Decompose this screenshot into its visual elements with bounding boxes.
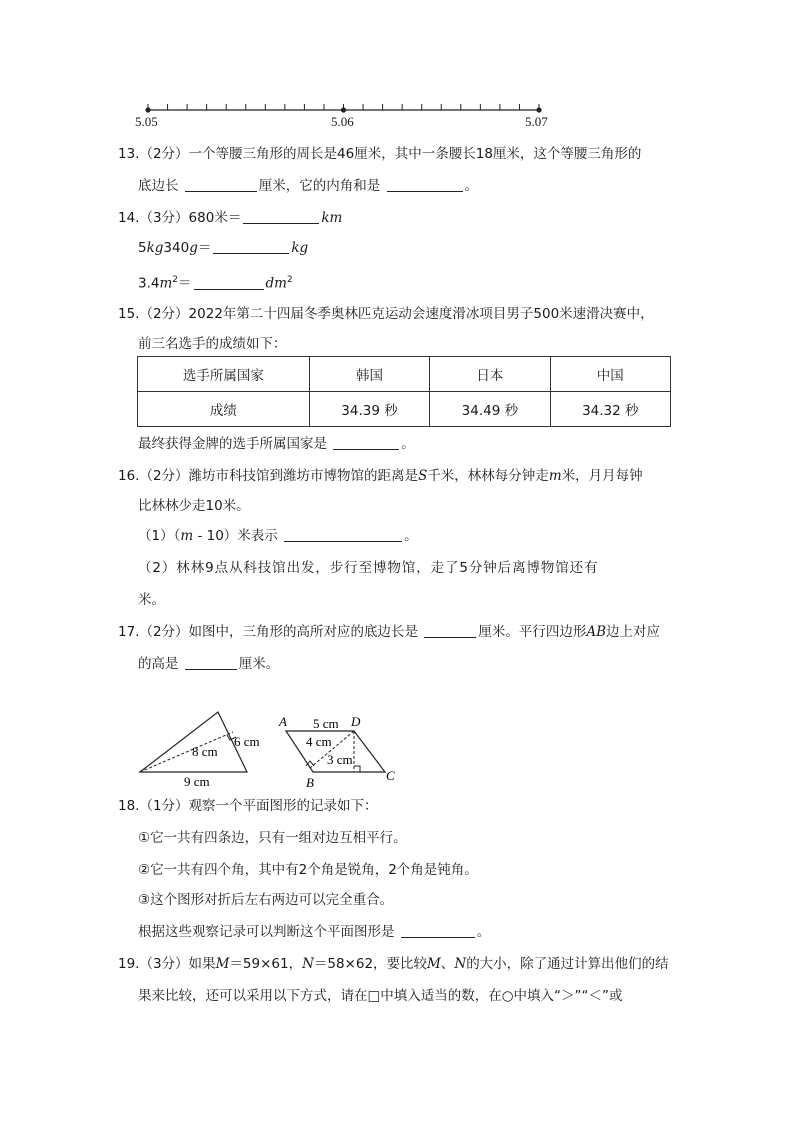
table-row <box>138 392 671 427</box>
q19-var-m: M <box>215 956 230 972</box>
q19-text-a: 19.（3分）如果 <box>118 956 216 972</box>
q18-line1: 18.（1分）观察一个平面图形的记录如下： <box>118 798 378 814</box>
q14-line1 <box>118 208 342 228</box>
q19-text-c: ＝58×62，要比较 <box>313 956 428 972</box>
q19-text-d: 、 <box>440 956 455 972</box>
q14-blank-1[interactable] <box>243 209 319 224</box>
parallelogram-h1-label: 4 cm <box>306 734 332 749</box>
q14-blank-2[interactable] <box>213 239 289 254</box>
q14-row2-eq: ＝ <box>197 240 212 256</box>
q19-var-m2: M <box>427 956 441 972</box>
q14-row2-b: 340 <box>163 240 190 256</box>
parallelogram-h2-label: 3 cm <box>327 752 353 767</box>
q14-row2-kg: kg <box>146 240 164 256</box>
q18-item3: ③这个图形对折后左右两边可以完全重合。 <box>138 892 394 908</box>
q18-item1: ①它一共有四条边，只有一组对边互相平行。 <box>138 830 407 846</box>
q15-question-text: 最终获得金牌的选手所属国家是 <box>138 436 327 452</box>
q18-blank[interactable] <box>401 923 475 938</box>
q15-line1: 15.（2分）2022年第二十四届冬季奥林匹克运动会速度滑冰项目男子500米速滑决赛中， <box>118 306 654 322</box>
q19-var-n: N <box>302 956 314 972</box>
vertex-d: D <box>351 714 361 729</box>
q18-item2: ②它一共有四个角，其中有2个角是锐角，2个角是钝角。 <box>138 862 478 878</box>
triangle-side-label: 6 cm <box>234 734 260 749</box>
q14-row2-g: g <box>189 240 198 256</box>
q17-blank-1[interactable] <box>424 623 476 638</box>
q15-score-table <box>137 356 671 427</box>
q13-line1: 13.（2分）一个等腰三角形的周长是46厘米，其中一条腰长18厘米，这个等腰三角形的 <box>118 146 642 162</box>
table-row-label: 成绩 <box>138 392 310 427</box>
q16-text-a: 16.（2分）潍坊市科技馆到潍坊市博物馆的距离是 <box>118 468 419 484</box>
q13-blank-angle-sum[interactable] <box>387 177 463 192</box>
q17-text-d: 的高是 <box>138 656 179 672</box>
q17-line1 <box>118 622 660 642</box>
q13-line2 <box>138 176 478 196</box>
q13-text-b: 厘米，它的内角和是 <box>258 178 381 194</box>
table-header-country: 选手所属国家 <box>138 357 310 392</box>
vertex-a: A <box>279 714 287 729</box>
q16-text-c: 米，月月每钟 <box>561 468 643 484</box>
table-header-korea: 韩国 <box>309 357 429 392</box>
q16-sub2: （2）林林9点从科技馆出发，步行至博物馆，走了5分钟后离博物馆还有 <box>138 560 599 576</box>
q14-prefix: 14.（3分）680米＝ <box>118 210 242 226</box>
q15-line2: 前三名选手的成绩如下： <box>138 336 287 352</box>
q15-blank[interactable] <box>333 435 399 450</box>
q14-unit-1: km <box>321 210 343 226</box>
q16-text-b: 千米，林林每分钟走 <box>427 468 549 484</box>
q19-line1 <box>118 954 669 974</box>
q14-unit-3-exp: 2 <box>286 275 293 285</box>
q17-text-c: 边上对应 <box>606 624 661 640</box>
table-row <box>138 357 671 392</box>
q17-blank-2[interactable] <box>185 655 237 670</box>
q17-text-b: 厘米。平行四边形 <box>478 624 587 640</box>
q16-sub1-c: 。 <box>404 528 418 544</box>
q14-line3 <box>138 270 293 294</box>
q15-question <box>138 434 415 454</box>
q17-text-a: 17.（2分）如图中，三角形的高所对应的底边长是 <box>118 624 419 640</box>
q14-row3-exp: 2 <box>172 275 179 285</box>
q19-text-e: 的大小，除了通过计算出他们的结 <box>466 956 669 972</box>
q19-line2: 果来比较，还可以采用以下方式，请在□中填入适当的数，在○中填入“＞”“＜”或 <box>138 988 623 1004</box>
q14-row3-a: 3.4 <box>138 275 160 292</box>
q16-blank-1[interactable] <box>284 527 402 542</box>
table-cell-korea: 34.39 秒 <box>309 392 429 427</box>
parallelogram-top-label: 5 cm <box>313 716 339 731</box>
q17-text-e: 厘米。 <box>238 656 280 672</box>
q14-row3-m: m <box>159 275 173 292</box>
q14-row3-eq: ＝ <box>178 275 192 292</box>
q16-sub1-b: - 10）米表示 <box>193 528 278 544</box>
table-cell-china: 34.32 秒 <box>550 392 670 427</box>
number-line-label-3: 5.07 <box>525 114 548 129</box>
triangle-height-label: 8 cm <box>192 744 218 759</box>
q16-line1 <box>118 466 643 486</box>
q18-question <box>138 922 490 942</box>
table-header-china: 中国 <box>550 357 670 392</box>
q16-var-m: m <box>548 468 562 484</box>
q19-text-b: ＝59×61， <box>229 956 303 972</box>
q16-sub2-end: 米。 <box>138 592 165 608</box>
q14-unit-2: kg <box>291 240 309 256</box>
q14-line2 <box>138 238 308 258</box>
q15-question-end: 。 <box>401 436 415 452</box>
number-line-label-1: 5.05 <box>135 114 158 129</box>
vertex-c: C <box>386 768 395 783</box>
q18-question-text: 根据这些观察记录可以判断这个平面图形是 <box>138 924 395 940</box>
number-line-label-2: 5.06 <box>331 114 354 129</box>
q16-sub1-m: m <box>180 528 194 544</box>
q16-sub1-a: （1）（ <box>138 528 181 544</box>
table-cell-japan: 34.49 秒 <box>430 392 550 427</box>
q14-row2-a: 5 <box>138 240 147 256</box>
q13-blank-base[interactable] <box>185 177 257 192</box>
vertex-b: B <box>306 775 314 790</box>
triangle-base-label: 9 cm <box>184 774 210 789</box>
q14-unit-3: dm <box>265 275 287 292</box>
q17-line2 <box>138 654 279 674</box>
q17-side-ab: AB <box>586 624 607 640</box>
q13-text-c: 。 <box>464 178 479 194</box>
q18-question-end: 。 <box>476 924 491 940</box>
q16-line2: 比林林少走10米。 <box>138 498 250 514</box>
q16-sub1 <box>138 526 418 546</box>
q16-var-s: S <box>418 468 428 484</box>
q14-blank-3[interactable] <box>194 275 264 290</box>
q19-var-n2: N <box>454 956 467 972</box>
table-header-japan: 日本 <box>430 357 550 392</box>
q13-text-a: 底边长 <box>138 178 179 194</box>
q17-figure <box>130 708 410 792</box>
